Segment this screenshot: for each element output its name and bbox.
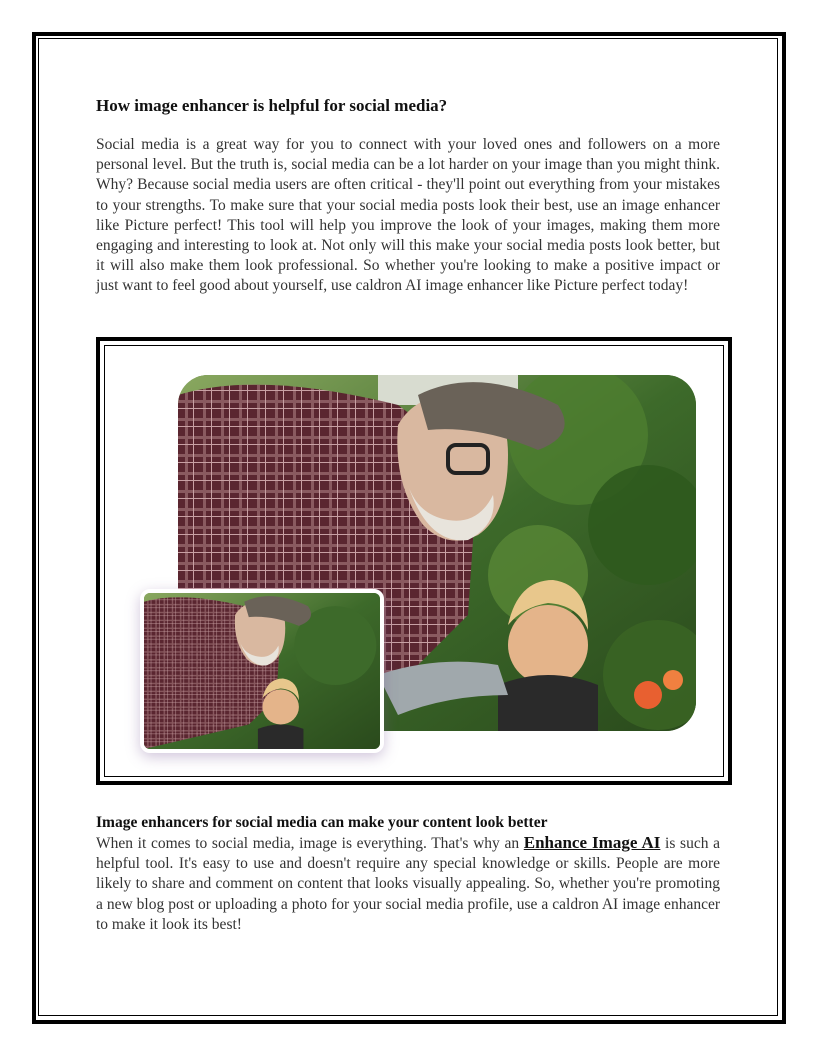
grandfather-child-garden-photo [178, 375, 696, 731]
heading-enhancers-make-content-better: Image enhancers for social media can make your content look better [96, 814, 548, 831]
heading-image-enhancer-social-media: How image enhancer is helpful for social media? [96, 96, 448, 115]
content-paragraph [96, 833, 720, 935]
illustration-frame [96, 337, 732, 785]
paragraph2-text-after: is such a helpful tool. It's easy to use and doesn't require any special knowledge or skills. People are more likely to share and comment on content that looks visually appealing. So, whether you're promoting a new blog post or uploading a photo for your social media profile, use a caldron AI image enhancer to make it look its best! [96, 835, 720, 933]
enhance-image-ai-link[interactable]: Enhance Image AI [523, 833, 661, 852]
section-content-look-better [96, 813, 720, 935]
paragraph2-text-before: When it comes to social media, image is everything. That's why an [96, 835, 524, 852]
original-photo-thumbnail [140, 589, 384, 753]
section-intro [96, 95, 720, 297]
enhanced-photo [178, 375, 696, 731]
original-photo-thumbnail-image [144, 593, 380, 749]
intro-paragraph: Social media is a great way for you to connect with your loved ones and followers on a more personal level. But the truth is, social media can be a lot harder on your image than you might think. Why? Because social media users are often critical - they'll point out everything from your mistakes to your strengths. To make sure that your social media posts look their best, use an image enhancer like Picture perfect! This tool will help you improve the look of your images, making them more engaging and interesting to look at. Not only will this make your social media posts look better, but it will also make them look professional. So whether you're looking to make a positive impact or just want to feel good about yourself, use caldron AI image enhancer like Picture perfect today! [96, 136, 720, 295]
